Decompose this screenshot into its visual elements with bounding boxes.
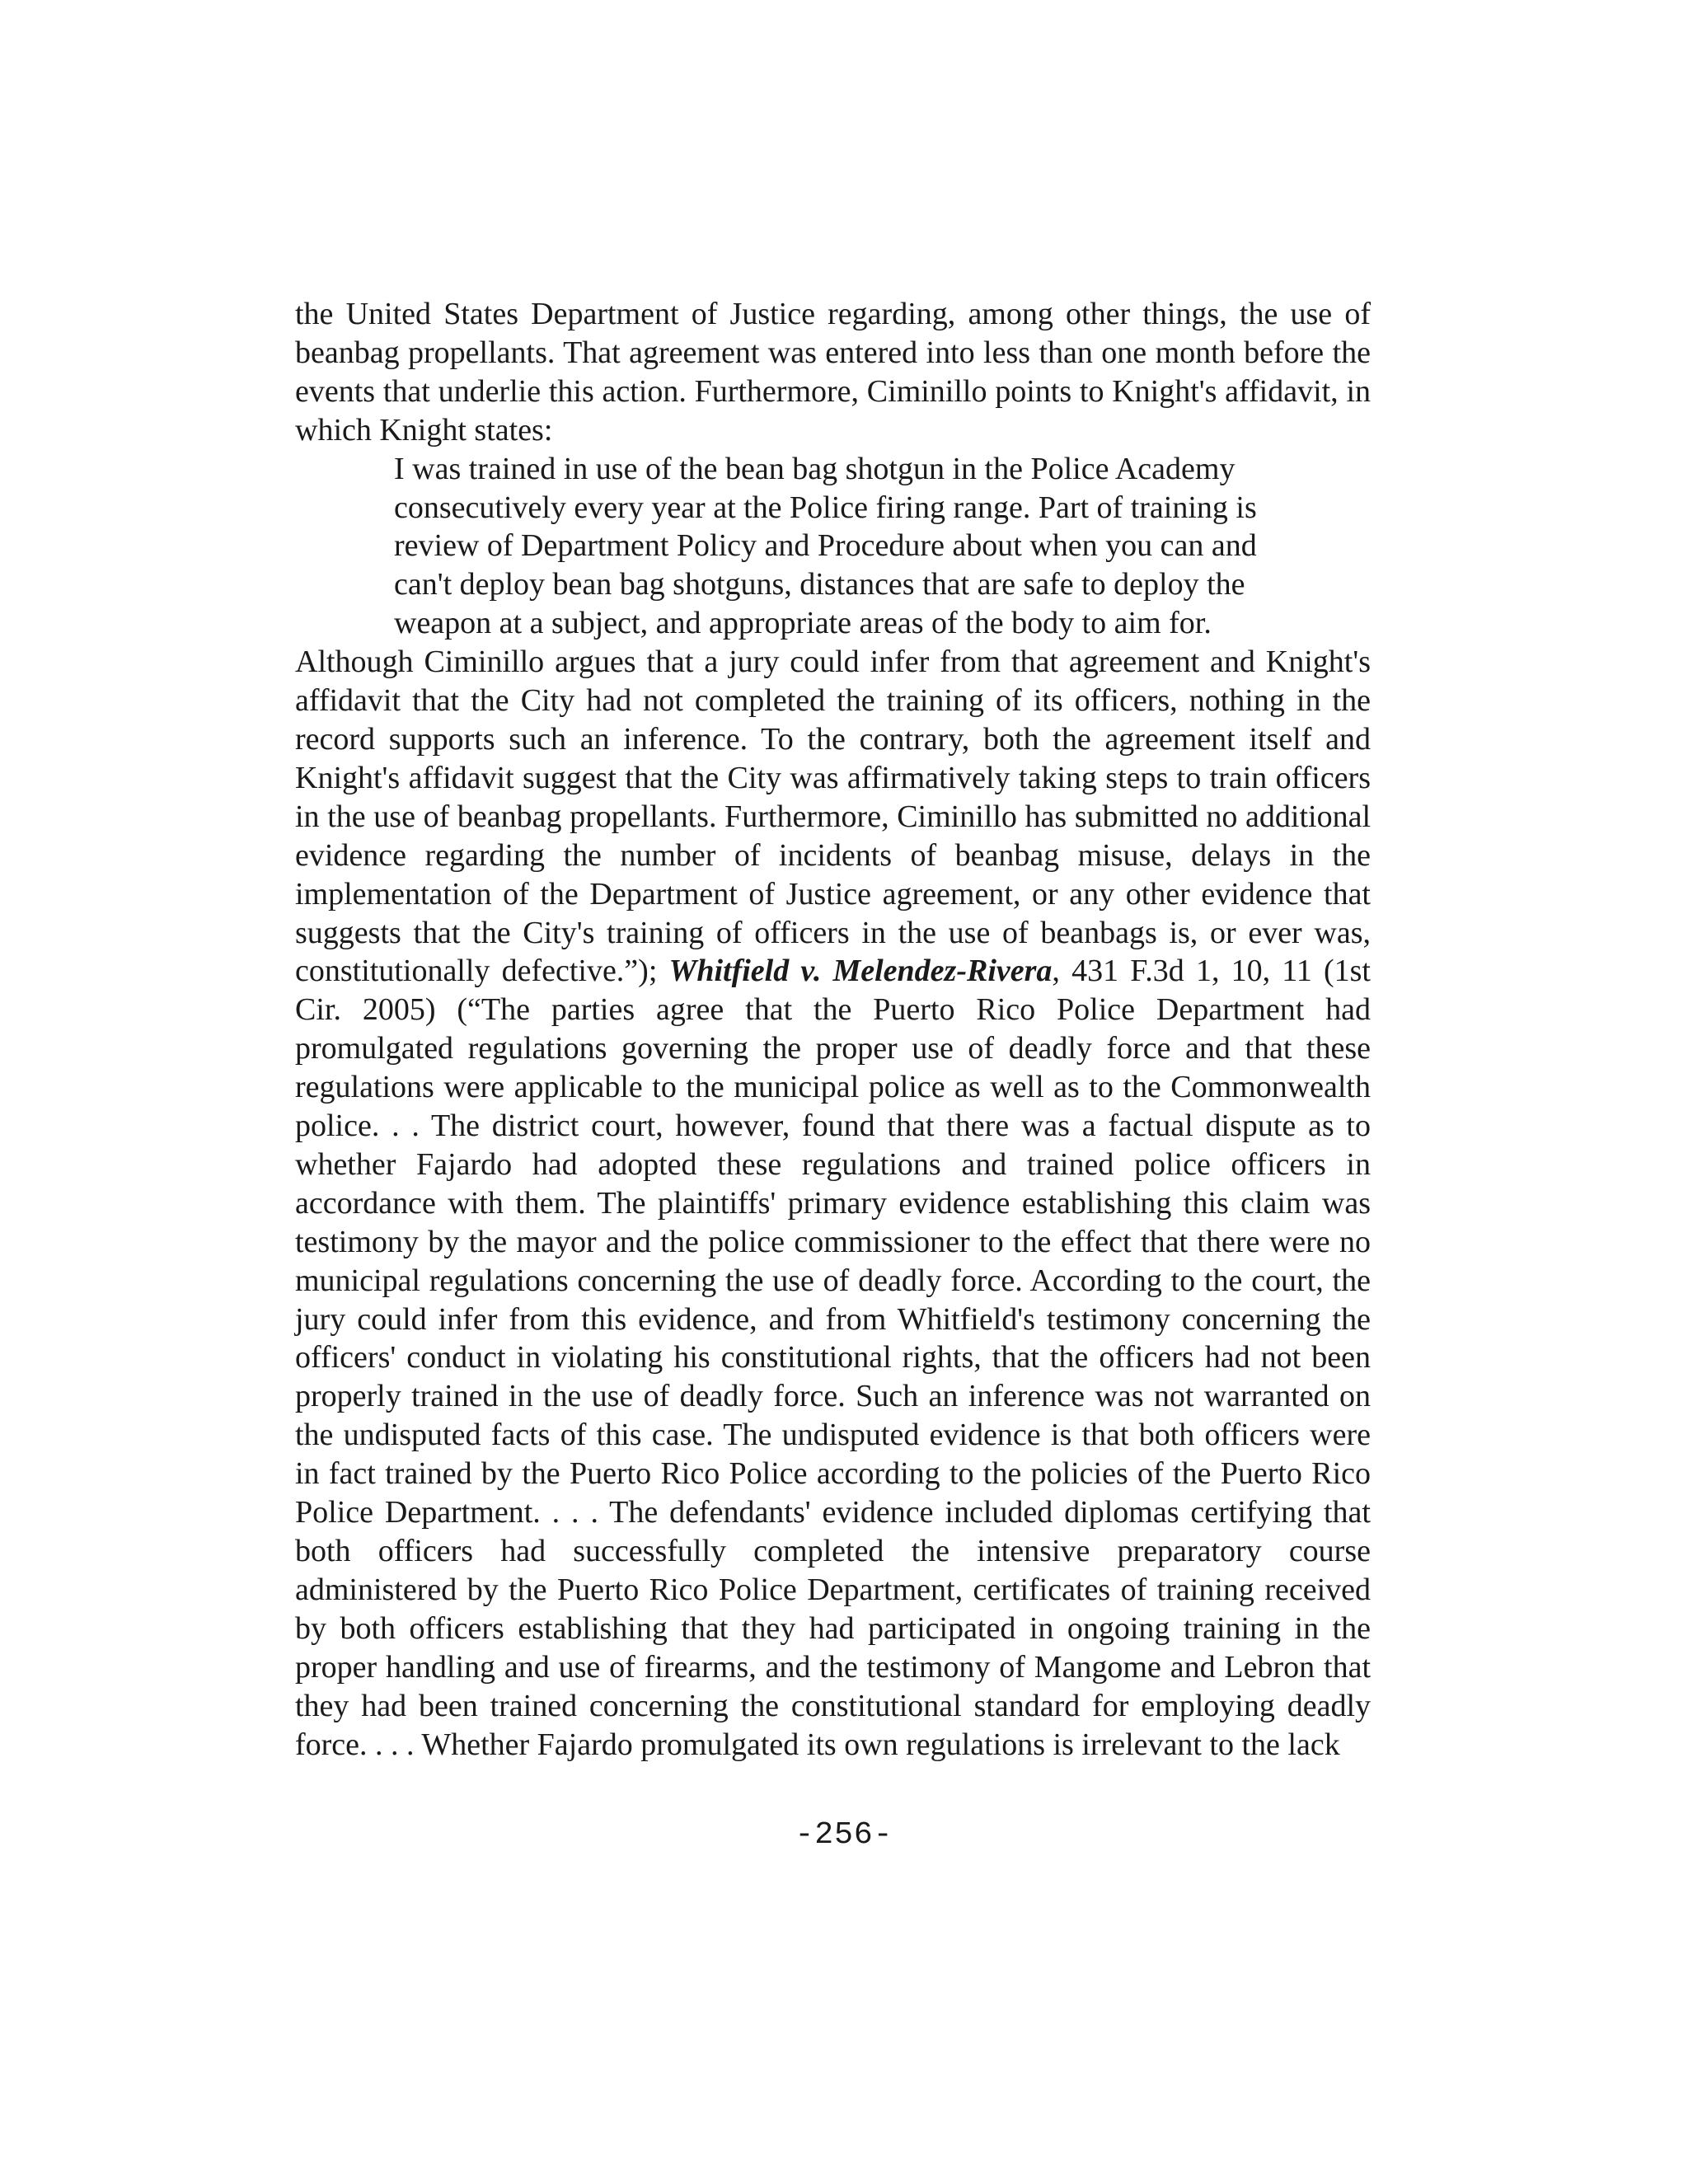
paragraph-analysis xyxy=(295,643,1371,1764)
case-citation-name: Whitfield v. Melendez-Rivera xyxy=(668,954,1053,989)
block-quote-affidavit: I was trained in use of the bean bag shotgun in the Police Academy consecutively every year at the Police firing range. Part of training is review of Department Policy and Procedure about when you can and can't deploy bean bag shotguns, distances that are safe to deploy the weapon at a subject, and appropriate areas of the body to aim for. xyxy=(394,451,1257,641)
paragraph-analysis-text-end: , 431 F.3d 1, 10, 11 (1st Cir. 2005) (“The parties agree that the Puerto Rico Police Department had promulgated regulations governing the proper use of deadly force and that these regulations were applicable to the municipal police as well as to the Commonwealth police. . . The district court, however, found that there was a factual dispute as to whether Fajardo had adopted these regulations and trained police officers in accordance with them. The plaintiffs' primary evidence establishing this claim was testimony by the mayor and the police commissioner to the effect that there were no municipal regulations concerning the use of deadly force. According to the court, the jury could infer from this evidence, and from Whitfield's testimony concerning the officers' conduct in violating his constitutional rights, that the officers had not been properly trained in the use of deadly force. Such an inference was not warranted on the undisputed facts of this case. The undisputed evidence is that both officers were in fact trained by the Puerto Rico Police according to the policies of the Puerto Rico Police Department. . . . The defendants' evidence included diplomas certifying that both officers had successfully completed the intensive preparatory course administered by the Puerto Rico Police Department, certificates of training received by both officers establishing that they had participated in ongoing training in the proper handling and use of firearms, and the testimony of Mangome and Lebron that they had been trained concerning the constitutional standard for employing deadly force. . . . Whether Fajardo promulgated its own regulations is irrelevant to the lack xyxy=(295,954,1371,1762)
body-text xyxy=(295,295,1371,1764)
page-number: -256- xyxy=(795,1817,893,1853)
paragraph-analysis-text-start: Although Ciminillo argues that a jury could infer from that agreement and Knight's affidavit that the City had not completed the training of its officers, nothing in the record supports such an inference. To the contrary, both the agreement itself and Knight's affidavit suggest that the City was affirmatively taking steps to train officers in the use of beanbag propellants. Furthermore, Ciminillo has submitted no additional evidence regarding the number of incidents of beanbag misuse, delays in the implementation of the Department of Justice agreement, or any other evidence that suggests that the City's training of officers in the use of beanbags is, or ever was, constitutionally defective.”); xyxy=(295,644,1371,989)
paragraph-opening: the United States Department of Justice regarding, among other things, the use of beanbag propellants. That agreement was entered into less than one month before the events that underlie this action. Furthermore, Ciminillo points to Knight's affidavit, in which Knight states: xyxy=(295,297,1371,448)
